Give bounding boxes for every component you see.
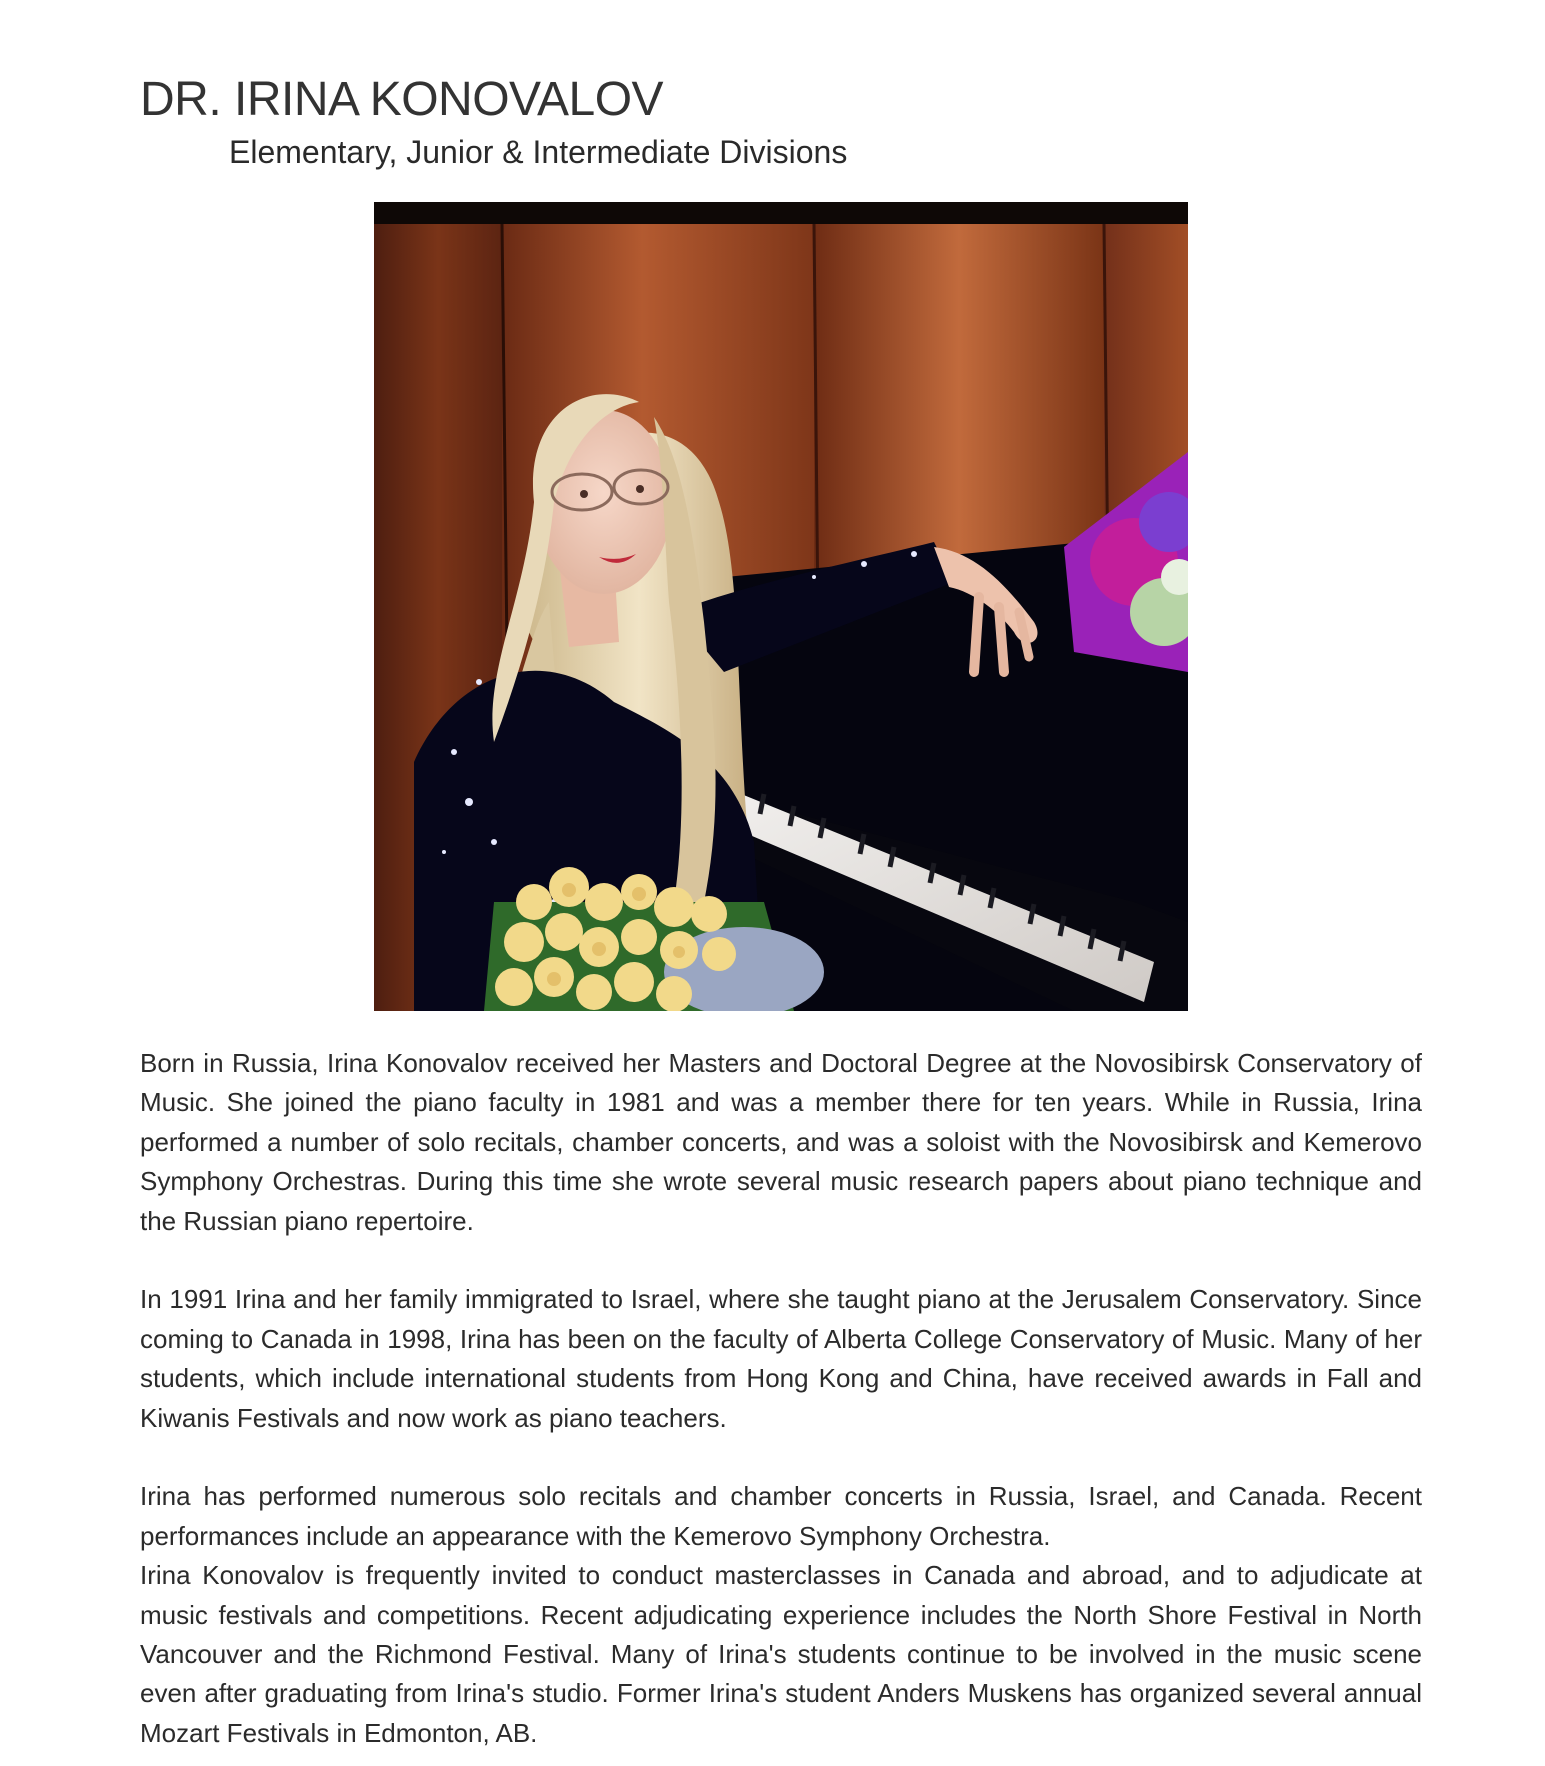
page-title: DR. IRINA KONOVALOV — [140, 73, 664, 126]
bio-paragraph-4: Irina Konovalov is frequently invited to conduct masterclasses in Canada and abroad, and to adjudicate at music festivals and competitions. Recent adjudicating experience includes the North Shore Festival in North Vancouver and the Richmond Festival. Many of Irina's students continue to be involved in the music scene even after graduating from Irina's studio. Former Irina's student Anders Muskens has organized several annual Mozart Festivals in Edmonton, AB. — [140, 1560, 1422, 1748]
biography — [140, 1044, 1422, 1753]
bio-paragraph-1: Born in Russia, Irina Konovalov received her Masters and Doctoral Degree at the Novosibirsk Conservatory of Music. She joined the piano faculty in 1981 and was a member there for ten years. While in Russia, Irina performed a number of solo recitals, chamber concerts, and was a soloist with the Novosibirsk and Kemerovo Symphony Orchestras. During this time she wrote several music research papers about piano technique and the Russian piano repertoire. — [140, 1048, 1422, 1236]
portrait-photo — [374, 202, 1188, 1011]
bio-paragraph-3: Irina has performed numerous solo recitals and chamber concerts in Russia, Israel, and Canada. Recent performances include an appearance with the Kemerovo Symphony Orchestra. — [140, 1481, 1422, 1551]
portrait-illustration — [374, 202, 1188, 1011]
bio-paragraph-2: In 1991 Irina and her family immigrated to Israel, where she taught piano at the Jerusalem Conservatory. Since coming to Canada in 1998, Irina has been on the faculty of Alberta College Conservatory of Music. Many of her students, which include international students from Hong Kong and China, have received awards in Fall and Kiwanis Festivals and now work as piano teachers. — [140, 1284, 1422, 1433]
division-subtitle: Elementary, Junior & Intermediate Divisions — [229, 134, 848, 170]
